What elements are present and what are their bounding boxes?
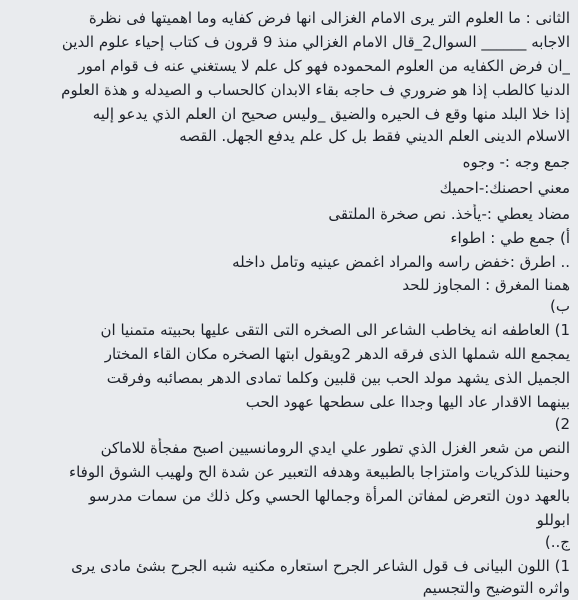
text-line-7: جمع وجه :- وجوه [462, 153, 570, 171]
text-line-21: بالعهد دون التعرض لمفاتن المرأة وجمالها الحسي وكل ذلك من سمات مدرسو [89, 487, 570, 505]
text-line-10: أ) جمع طي : اطواء [450, 229, 570, 247]
text-line-16: الجميل الذى يشهد مولد الحب بين قلبين وكلما تمادى الدهر بمصائبه وفرقت [106, 369, 570, 387]
text-line-2: الاجابه ______ السوال2_قال الامام الغزالي منذ 9 قرون ف كتاب إحياء علوم الدين [61, 33, 570, 51]
text-line-18: 2) [554, 415, 570, 433]
text-line-17: بينهما الاقدار عاد اليها وجداا على سطحها عهود الحب [245, 393, 570, 411]
text-line-25: واثره التوضيح والتجسيم [422, 579, 570, 597]
text-line-15: يمجمع الله شملها الذى فرقه الدهر 2ويقول ابتها الصخره مكان القاء المختار [104, 345, 570, 363]
text-line-1: الثانى : ما العلوم التر يرى الامام الغزالى انها فرض كفايه وما اهميتها فى نظرة [88, 9, 570, 27]
text-line-14: 1) العاطفه انه يخاطب الشاعر الى الصخره التى التقى عليها بحبيته متمنيا ان [100, 321, 570, 339]
text-line-6: الاسلام الدينى العلم الديني فقط بل كل علم يدفع الجهل. القصه [179, 127, 570, 145]
text-line-3: _ان فرض الكفايه من العلوم المحموده فهو كل علم لا يستغني عنه ف قوام امور [78, 57, 570, 75]
text-line-11: .. اطرق :خفض راسه والمراد اغمض عينيه وتامل داخله [232, 253, 570, 271]
text-line-13: ب) [550, 297, 570, 315]
text-line-20: وحنينا للذكريات وامتزاجا بالطبيعة وهدفه التعبير عن شدة الح ولهيب الشوق الوفاء [69, 463, 570, 481]
text-line-5: إذا خلا البلد منها وقع ف الحيره والضيق _وليس صحيح ان العلم الذي يدعو إليه [92, 105, 570, 123]
text-line-23: ج..) [544, 533, 570, 551]
text-line-24: 1) اللون البيانى ف قول الشاعر الجرح استعاره مكنيه شبه الجرح بشئ مادى يرى [71, 557, 570, 575]
text-line-19: النص من شعر الغزل الذي تطور علي ايدي الرومانسيين اصبح مفجأة للاماكن [100, 439, 570, 457]
text-line-9: مضاد يعطي :-يأخذ. نص صخرة الملتقى [328, 205, 570, 223]
text-line-4: الدنيا كالطب إذا هو ضروري ف حاجه بقاء الابدان كالحساب و الصيدله و هذة العلوم [61, 81, 570, 99]
text-line-8: معني احصنك:-احميك [439, 179, 570, 197]
text-line-22: ابوللو [536, 511, 570, 529]
text-line-12: همنا المغرق : المجاوز للحد [402, 276, 570, 294]
